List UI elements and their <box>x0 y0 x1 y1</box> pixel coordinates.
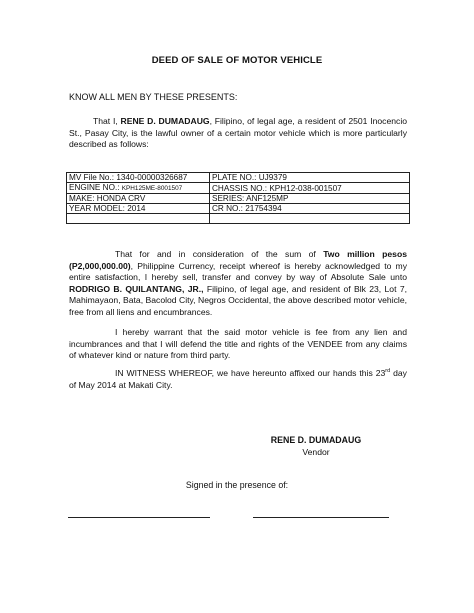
consideration-paragraph <box>69 249 407 319</box>
p2-text-a: That for and in consideration of the sum of <box>115 249 324 259</box>
vehicle-details-table <box>66 172 410 224</box>
p2-text-d: Filipino, of legal age, and resident of Blk 23, Lot 7, Mahimayaon, Bata, Bacolod City, Negros Occidental, the above described motor vehicle, free from all liens and encumbrances. <box>69 283 407 317</box>
witness-heading: Signed in the presence of: <box>185 480 289 490</box>
empty-cell <box>210 214 410 224</box>
engine-label: ENGINE NO.: <box>69 183 122 192</box>
p1-pre: That I, <box>93 116 121 126</box>
engine-value: KPH125ME-8001507 <box>121 185 183 192</box>
witness-text-b: day of May 2014 at Makati City. <box>69 368 407 390</box>
vendor-signature-name: RENE D. DUMADAUG <box>270 435 362 445</box>
engine-cell <box>67 183 210 194</box>
owner-paragraph <box>69 116 407 151</box>
p2-text-c: , Philippine Currency, receipt whereof is hereby acknowledged to my entire satisfaction, I hereby sell, transfer and convey by way of Absolute Sale unto <box>69 260 407 283</box>
series-cell: SERIES: ANF125MP <box>210 194 410 204</box>
witness-paragraph <box>69 368 407 391</box>
p1-post: , Filipino, of legal age, a resident of 2501 Inocencio St., Pasay City, is the lawful owner of a certain motor vehicle which is more particularly described as follows: <box>69 116 408 150</box>
buyer-name: RODRIGO B. QUILANTANG, JR., <box>69 283 204 294</box>
witness-signature-line <box>68 517 210 518</box>
year-model-cell: YEAR MODEL: 2014 <box>67 204 210 214</box>
witness-text-a: IN WITNESS WHEREOF, we have hereunto affixed our hands this 23 <box>115 368 386 378</box>
make-cell: MAKE: HONDA CRV <box>67 194 210 204</box>
table-row <box>67 183 410 194</box>
cr-no-cell: CR NO.: 21754394 <box>210 204 410 214</box>
table-row <box>67 204 410 214</box>
witness-signature-line <box>253 517 389 518</box>
mv-file-cell: MV File No.: 1340-00000326687 <box>67 173 210 183</box>
amount-number: (P2,000,000.00) <box>69 260 131 271</box>
opening-line: KNOW ALL MEN BY THESE PRESENTS: <box>69 92 238 102</box>
vendor-name-inline: RENE D. DUMADAUG <box>120 116 210 126</box>
table-row <box>67 214 410 224</box>
plate-cell: PLATE NO.: UJ9379 <box>210 173 410 183</box>
document-title: DEED OF SALE OF MOTOR VEHICLE <box>151 55 323 66</box>
table-row <box>67 173 410 183</box>
warranty-paragraph <box>69 327 407 362</box>
chassis-cell: CHASSIS NO.: KPH12-038-001507 <box>210 183 410 194</box>
amount-words: Two million pesos <box>323 249 407 259</box>
vendor-role: Vendor <box>302 447 330 457</box>
empty-cell <box>67 214 210 224</box>
table-row <box>67 194 410 204</box>
date-suffix: rd <box>385 368 391 374</box>
warranty-text: I hereby warrant that the said motor vehicle is fee from any lien and incumbrances and that I will defend the title and rights of the VENDEE from any claims of whatever kind or nature from third party. <box>69 327 407 361</box>
